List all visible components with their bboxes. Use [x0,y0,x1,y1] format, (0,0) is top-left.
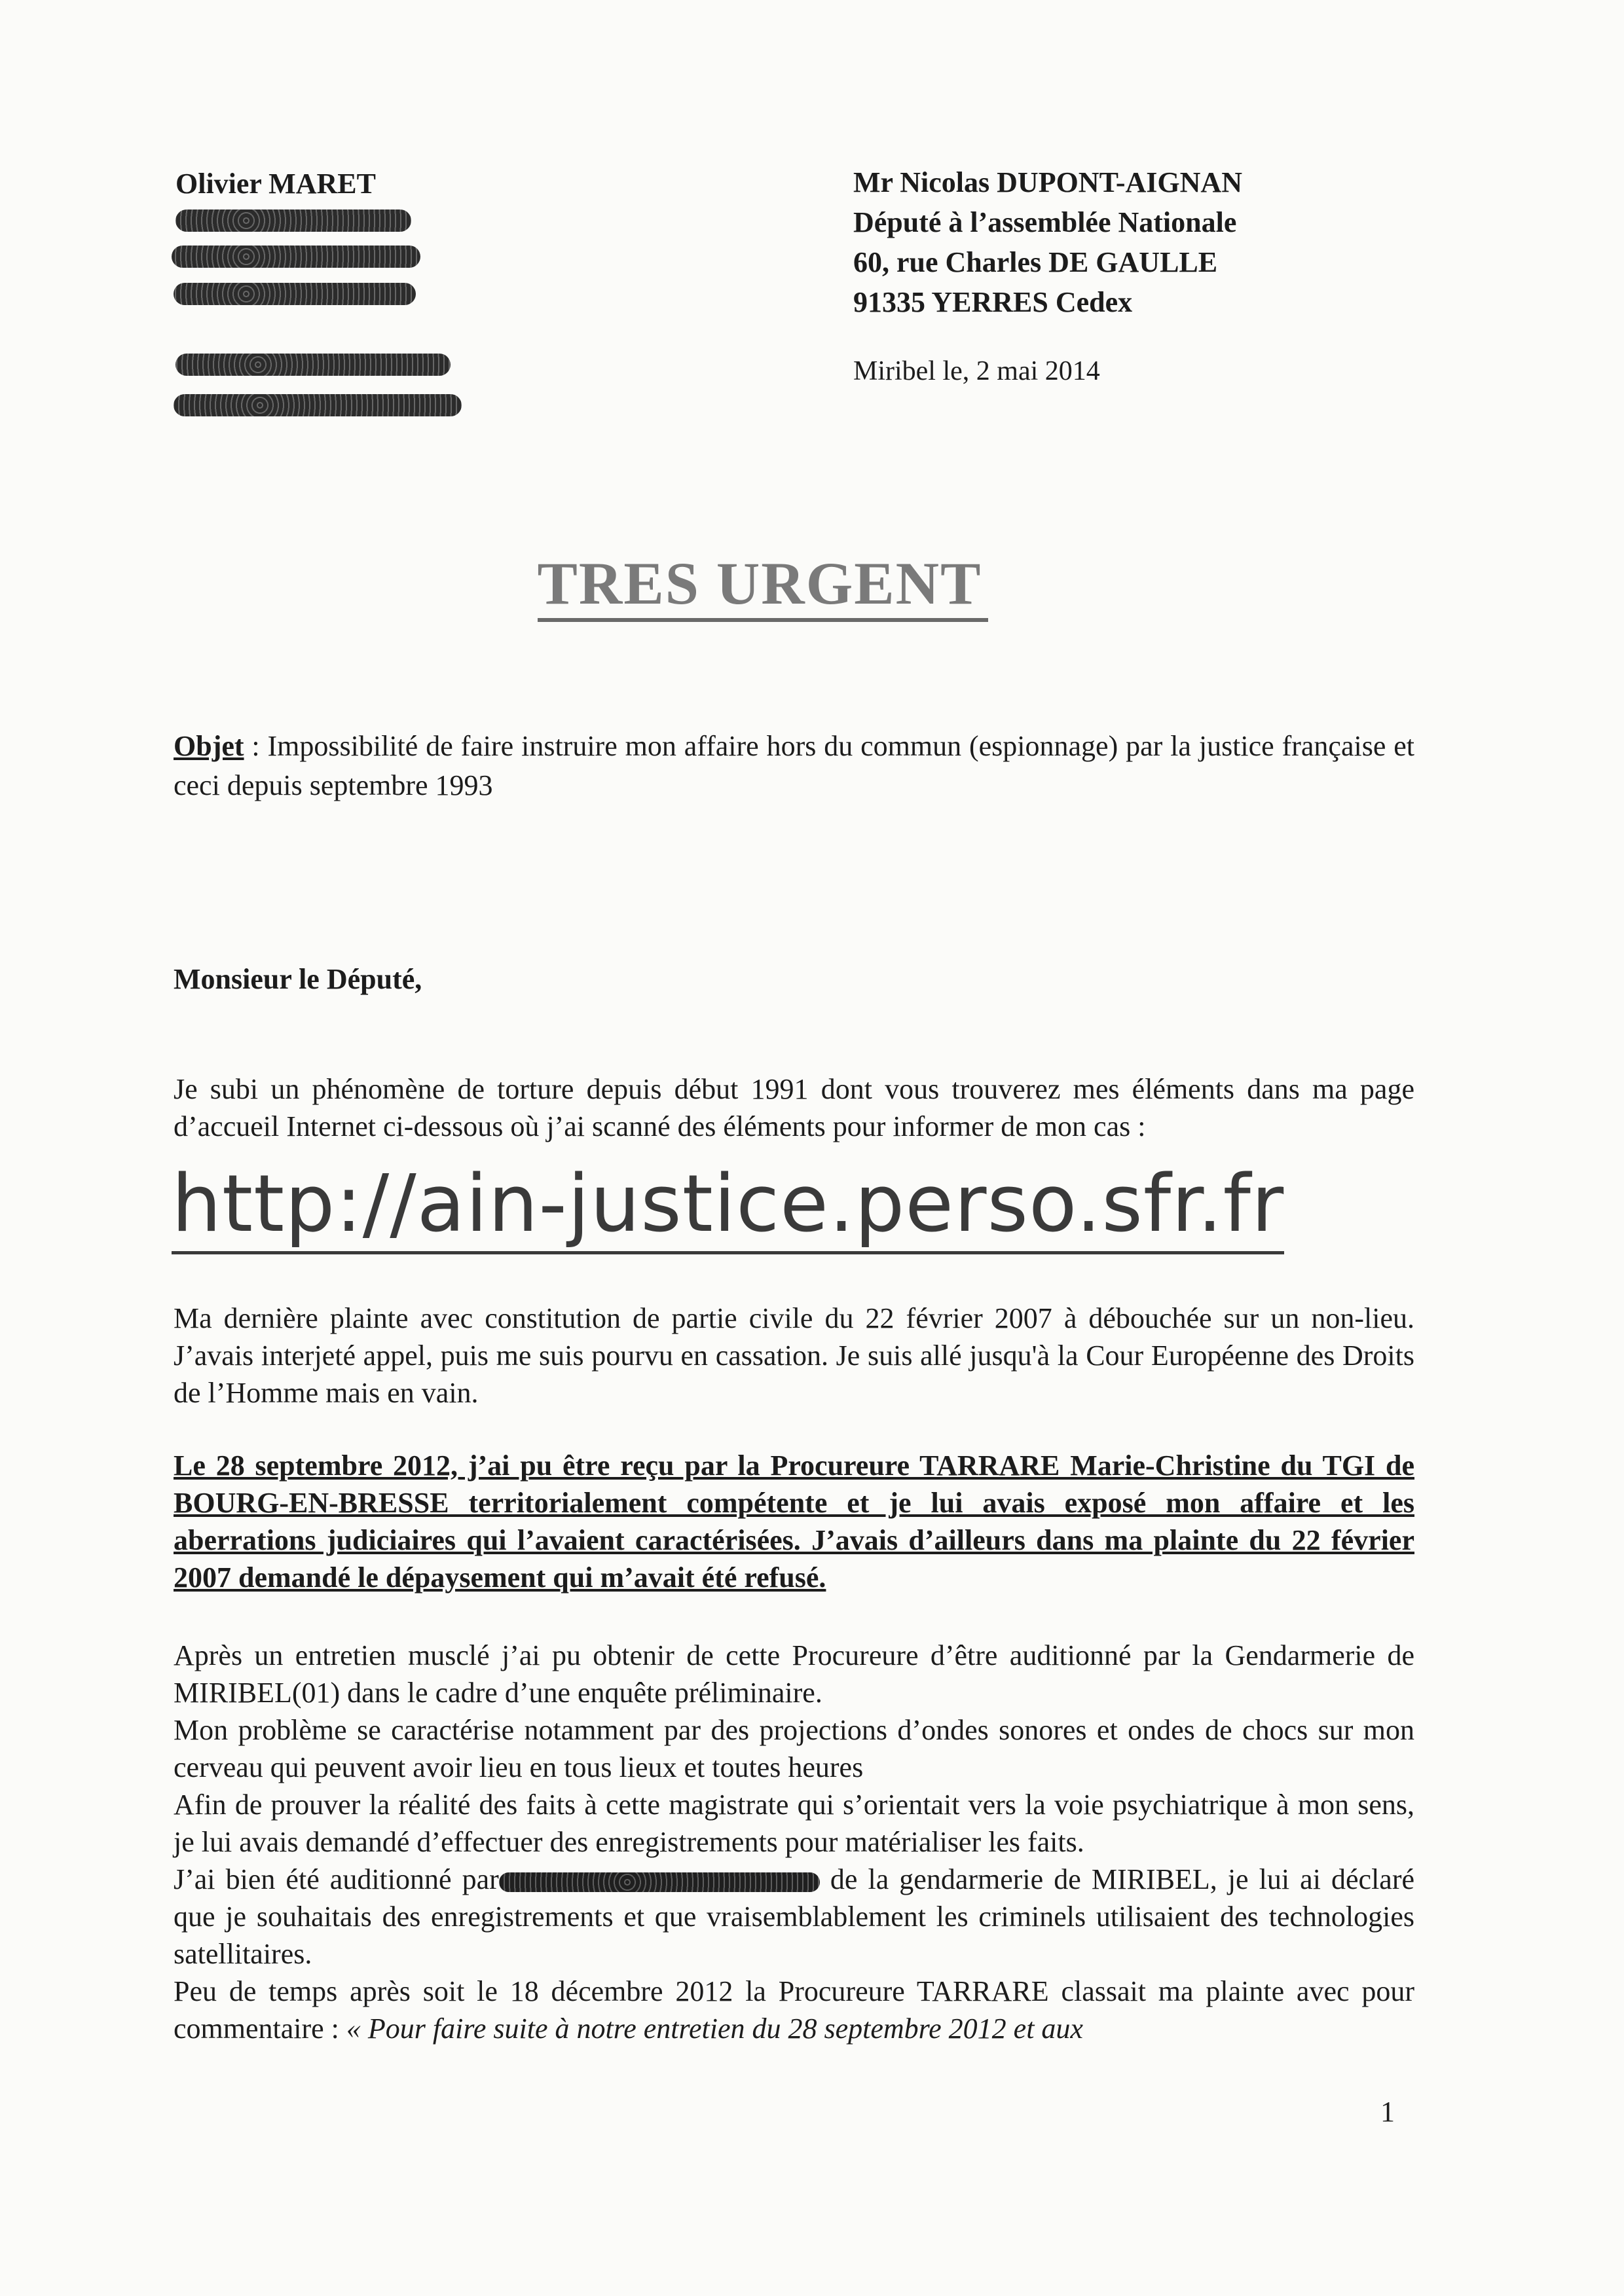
letter-date: Miribel le, 2 mai 2014 [853,356,1100,386]
letter-object [174,727,1414,805]
sender-name: Olivier MARET [175,168,376,200]
website-url-text: http://ain-justice.perso.sfr.fr [172,1159,1284,1254]
title-text: TRES URGENT [538,550,989,622]
paragraph-4e [174,1973,1414,2047]
redacted-address-line-4 [175,354,451,376]
redacted-address-line-1 [175,210,411,232]
recipient-line: 91335 YERRES Cedex [853,286,1133,318]
recipient-line: Mr Nicolas DUPONT-AIGNAN [853,166,1242,198]
object-text: : Impossibilité de faire instruire mon affaire hors du commun (espionnage) par la justice française et ceci depuis septembre 1993 [174,730,1414,801]
redacted-address-line-3 [174,283,416,305]
paragraph-4b: Mon problème se caractérise notamment par des projections d’ondes sonores et ondes de chocs sur mon cerveau qui peuvent avoir lieu en tous lieux et toutes heures [174,1714,1414,1783]
paragraph-1: Je subi un phénomène de torture depuis début 1991 dont vous trouverez mes éléments dans ma page d’accueil Internet ci-dessous où j’ai scanné des éléments pour informer de mon cas : [174,1073,1414,1142]
redacted-name [499,1872,820,1892]
paragraph-3: Le 28 septembre 2012, j’ai pu être reçu par la Procureure TARRARE Marie-Christine du TGI de BOURG-EN-BRESSE territorialement compétente et je lui avais exposé mon affaire et les aberrations judiciaires qui l’avaient caractérisées. J’avais d’ailleurs dans ma plainte du 22 février 2007 demandé le dépaysement qui m’avait été refusé. [174,1449,1414,1594]
paragraph-4d [174,1861,1414,1973]
paragraph-4d-start: J’ai bien été auditionné par [174,1863,499,1895]
paragraph-4e-quote: « Pour faire suite à notre entretien du 28 septembre 2012 et aux [346,2013,1083,2045]
paragraph-4 [174,1637,1414,2047]
paragraph-4e-text: Peu de temps après soit le 18 décembre 2012 la Procureure TARRARE classait ma plainte avec pour commentaire : [174,1975,1414,2045]
redacted-address-line-2 [172,246,420,268]
redacted-address-line-5 [174,394,462,416]
paragraph-4c: Afin de prouver la réalité des faits à cette magistrate qui s’orientait vers la voie psychiatrique à mon sens, je lui avais demandé d’effectuer des enregistrements pour matérialiser les faits. [174,1789,1414,1858]
salutation: Monsieur le Député, [174,963,422,995]
website-url [172,1159,1284,1250]
paragraph-4d-end: de la gendarmerie de MIRIBEL, je lui ai déclaré que je souhaitais des enregistrements et que vraisemblablement les criminels utilisaient des technologies satellitaires. [174,1863,1415,1970]
object-label: Objet [174,730,244,762]
recipient-line: Député à l’assemblée Nationale [853,206,1237,238]
sender-block [175,162,376,206]
letter-title [0,549,1624,618]
page-number: 1 [1380,2096,1395,2128]
recipient-block [853,162,1242,322]
recipient-line: 60, rue Charles DE GAULLE [853,246,1218,278]
paragraph-4a: Après un entretien musclé j’ai pu obtenir de cette Procureure d’être auditionné par la Gendarmerie de MIRIBEL(01) dans le cadre d’une enquête préliminaire. [174,1639,1414,1709]
paragraph-2: Ma dernière plainte avec constitution de partie civile du 22 février 2007 à débouchée sur un non-lieu. J’avais interjeté appel, puis me suis pourvu en cassation. Je suis allé jusqu'à la Cour Européenne des Droits de l’Homme mais en vain. [174,1302,1414,1409]
